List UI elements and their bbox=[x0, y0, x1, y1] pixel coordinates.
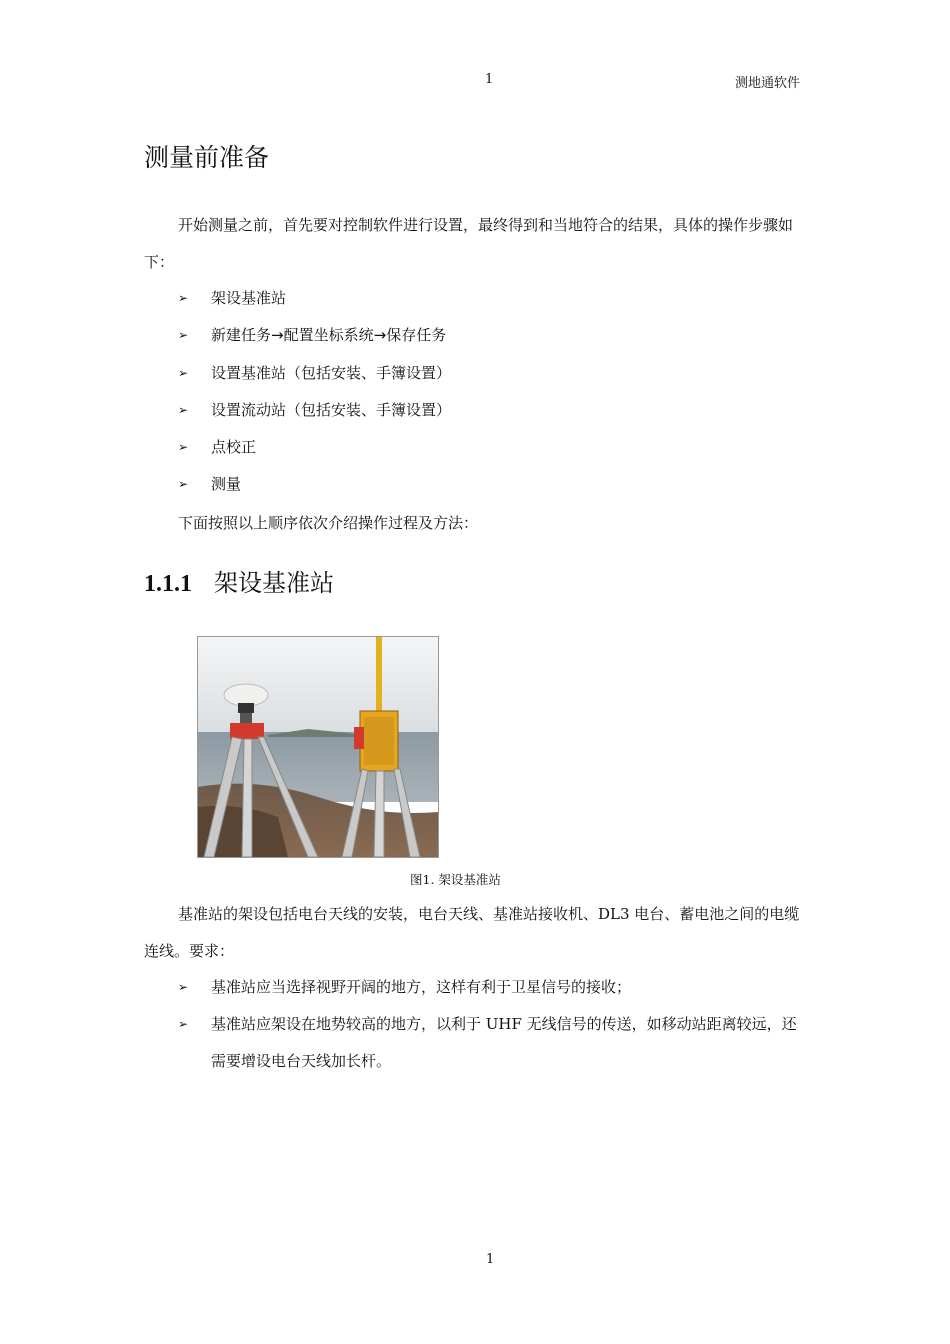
arrowhead-bullet-icon: ➢ bbox=[178, 328, 189, 343]
list-item: ➢ 架设基准站 bbox=[178, 280, 451, 317]
figure-caption: 图1. 架设基准站 bbox=[410, 872, 501, 887]
list-item: ➢ 新建任务 → 配置坐标系统 → 保存任务 bbox=[178, 317, 451, 354]
arrowhead-bullet-icon: ➢ bbox=[178, 1017, 189, 1031]
right-arrow-icon: → bbox=[373, 326, 387, 345]
base-station-photo bbox=[197, 636, 439, 858]
requirements-list bbox=[178, 969, 808, 1080]
body-paragraph: 基准站的架设包括电台天线的安装，电台天线、基准站接收机、DL3 电台、蓄电池之间的电缆连线。要求： bbox=[144, 905, 800, 960]
arrowhead-bullet-icon: ➢ bbox=[178, 365, 189, 380]
outro-paragraph: 下面按照以上顺序依次介绍操作过程及方法： bbox=[178, 514, 479, 532]
right-arrow-icon: → bbox=[271, 326, 284, 345]
arrowhead-bullet-icon: ➢ bbox=[178, 980, 189, 994]
steps-list bbox=[178, 280, 451, 504]
section-title: 测量前准备 bbox=[144, 143, 270, 172]
list-item: ➢ 测量 bbox=[178, 466, 451, 503]
arrowhead-bullet-icon: ➢ bbox=[178, 440, 189, 455]
arrowhead-bullet-icon: ➢ bbox=[178, 477, 189, 492]
arrowhead-bullet-icon: ➢ bbox=[178, 291, 189, 305]
list-item: ➢ 基准站应架设在地势较高的地方，以利于 UHF 无线信号的传送，如移动站距离较远，还需要增设电台天线加长杆。 bbox=[178, 1006, 808, 1080]
list-item: ➢ 设置基准站（包括安装、手簿设置） bbox=[178, 355, 451, 392]
list-item: ➢ 设置流动站（包括安装、手簿设置） bbox=[178, 392, 451, 429]
footer-page-number: 1 bbox=[486, 1252, 495, 1267]
list-item: ➢ 基准站应当选择视野开阔的地方，这样有利于卫星信号的接收； bbox=[178, 969, 808, 1006]
intro-paragraph: 开始测量之前，首先要对控制软件进行设置，最终得到和当地符合的结果，具体的操作步骤如下： bbox=[144, 216, 794, 271]
arrowhead-bullet-icon: ➢ bbox=[178, 402, 189, 417]
subsection-number: 1.1.1 bbox=[144, 571, 192, 597]
subsection-heading bbox=[144, 563, 334, 598]
header-page-number: 1 bbox=[485, 72, 494, 87]
subsection-title: 架设基准站 bbox=[214, 569, 334, 597]
list-item: ➢ 点校正 bbox=[178, 429, 451, 466]
header-title: 测地通软件 bbox=[735, 76, 801, 91]
